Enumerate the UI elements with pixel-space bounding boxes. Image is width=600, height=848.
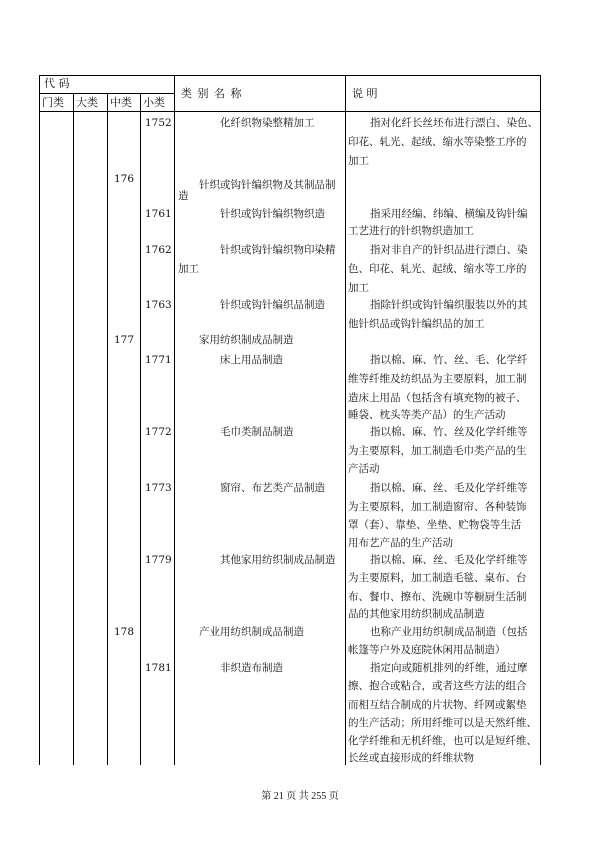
row-code: 177 — [114, 334, 135, 346]
row-desc-line: 擦、抱合或粘合，或者这些方法的组合 — [348, 680, 527, 692]
row-code: 1752 — [145, 117, 172, 129]
row-name: 加工 — [178, 263, 199, 275]
row-code: 176 — [114, 173, 135, 185]
row-desc-line: 产活动 — [348, 463, 380, 475]
table-top-border — [39, 75, 541, 76]
row-desc-line: 为主要原料，加工制造窗帘、各种装饰 — [348, 501, 527, 513]
row-desc-line: 而相互结合制成的片状物、纤网或絮垫 — [348, 699, 527, 711]
row-name: 家用纺织制成品制造 — [199, 334, 294, 346]
row-name: 针织或钩针编织物及其制品制 — [199, 179, 336, 191]
header-zhonglei: 中类 — [110, 96, 132, 109]
header-code: 代 码 — [44, 77, 70, 90]
row-desc-line: 加工 — [348, 155, 369, 167]
row-desc-line: 指对化纤长丝坯布进行漂白、染色、 — [370, 117, 538, 129]
row-code: 1781 — [145, 662, 172, 674]
row-code: 178 — [114, 626, 135, 638]
row-name: 针织或钩针编织品制造 — [220, 299, 325, 311]
header-description: 说 明 — [352, 87, 378, 100]
row-desc-line: 指以棉、麻、丝、毛及化学纤维等 — [370, 554, 528, 566]
row-desc-line: 工艺进行的针织物织造加工 — [348, 225, 474, 237]
row-desc-line: 睡袋、枕头等类产品）的生产活动 — [348, 409, 506, 421]
row-desc-line: 长丝或直接形成的纤维状物 — [348, 752, 474, 764]
col-border-zhonglei — [107, 93, 108, 765]
row-name: 其他家用纺织制成品制造 — [220, 554, 336, 566]
row-desc-line: 加工 — [348, 282, 369, 294]
row-desc-line: 指以棉、麻、丝、毛及化学纤维等 — [370, 482, 528, 494]
row-name: 毛巾类制品制造 — [220, 426, 294, 438]
row-desc-line: 色、印花、轧光、起绒、缩水等工序的 — [348, 263, 527, 275]
row-desc-line: 布、餐巾、擦布、洗碗巾等橱厨生活制 — [348, 591, 527, 603]
row-code: 1779 — [145, 554, 172, 566]
row-desc-line: 罩（套）、靠垫、坐垫、贮物袋等生活 — [348, 519, 522, 531]
col-border-desc — [345, 75, 346, 765]
row-desc-line: 品的其他家用纺织制成品制造 — [348, 608, 485, 620]
row-desc-line: 指以棉、麻、竹、丝及化学纤维等 — [370, 426, 528, 438]
header-category-name: 类 别 名 称 — [181, 87, 243, 100]
row-desc-line: 化学纤维和无机纤维，也可以是短纤维、 — [348, 735, 537, 747]
row-desc-line: 也称产业用纺织制成品制造（包括 — [370, 626, 528, 638]
row-desc-line: 维等纤维及纺织品为主要原料，加工制 — [348, 373, 527, 385]
row-desc-line: 指定向或随机排列的纤维，通过摩 — [370, 662, 528, 674]
row-desc-line: 他针织品或钩针编织品的加工 — [348, 318, 485, 330]
row-code: 1762 — [145, 244, 172, 256]
row-desc-line: 指采用经编、纬编、横编及钩针编 — [370, 208, 528, 220]
row-name: 造 — [178, 190, 189, 202]
header-dalei: 大类 — [76, 96, 98, 109]
row-desc-line: 印花、轧光、起绒、缩水等染整工序的 — [348, 136, 527, 148]
row-desc-line: 指除针织或钩针编织服装以外的其 — [370, 299, 528, 311]
row-code: 1772 — [145, 426, 172, 438]
row-desc-line: 指对非自产的针织品进行漂白、染 — [370, 244, 528, 256]
row-name: 化纤织物染整精加工 — [220, 117, 315, 129]
page-number-footer: 第 21 页 共 255 页 — [261, 791, 339, 802]
row-code: 1771 — [145, 354, 172, 366]
row-name: 床上用品制造 — [220, 354, 283, 366]
row-code: 1761 — [145, 208, 172, 220]
row-name: 针织或钩针编织物印染精 — [220, 244, 336, 256]
row-desc-line: 为主要原料，加工制造毛巾类产品的生 — [348, 445, 527, 457]
row-name: 针织或钩针编织物织造 — [220, 208, 325, 220]
row-desc-line: 为主要原料，加工制造毛毯、桌布、台 — [348, 572, 527, 584]
row-name: 产业用纺织制成品制造 — [199, 626, 304, 638]
header-xiaolei: 小类 — [143, 96, 165, 109]
row-code: 1773 — [145, 482, 172, 494]
row-desc-line: 造床上用品（包括含有填充物的被子、 — [348, 392, 527, 404]
row-desc-line: 的生产活动；所用纤维可以是天然纤维、 — [348, 717, 537, 729]
row-desc-line: 帐篷等户外及庭院休闲用品制造） — [348, 644, 506, 656]
row-desc-line: 用布艺产品的生产活动 — [348, 537, 453, 549]
row-name: 非织造布制造 — [220, 662, 283, 674]
col-border-name — [174, 75, 175, 765]
col-border-dalei — [73, 93, 74, 765]
row-name: 窗帘、布艺类产品制造 — [220, 482, 325, 494]
col-border-left — [39, 75, 40, 765]
col-border-right — [540, 75, 541, 765]
header-menlei: 门类 — [42, 96, 64, 109]
row-code: 1763 — [145, 299, 172, 311]
col-border-xiaolei — [140, 93, 141, 765]
row-desc-line: 指以棉、麻、竹、丝、毛、化学纤 — [370, 354, 528, 366]
